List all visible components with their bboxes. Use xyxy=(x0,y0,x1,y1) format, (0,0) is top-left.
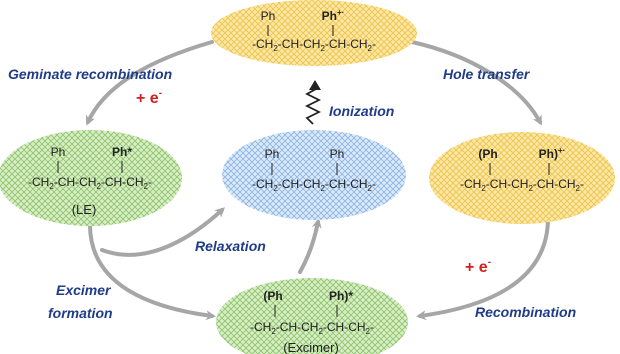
polymer-chain: $-CH_2-CH-CH_2-CH-CH_2-$ xyxy=(252,177,376,193)
ph-right: Ph xyxy=(329,147,345,161)
polymer-chain: $-CH_2-CH-CH_2-CH-CH_2-$ xyxy=(250,320,374,336)
label-recombination: Recombination xyxy=(475,304,577,320)
polymer-chain: $-CH_2-CH-CH_2-CH-CH_2-$ xyxy=(28,175,152,191)
state-tag: (LE) xyxy=(71,202,97,217)
label-ionization: Ionization xyxy=(329,103,395,119)
arrow-geminate-recombination xyxy=(88,42,212,122)
state-tag: (Excimer) xyxy=(283,340,339,354)
polymer-chain: $-CH_2-CH-CH_2-CH-CH_2-$ xyxy=(460,177,584,193)
ph-left: Ph xyxy=(260,9,276,23)
ph-left: Ph xyxy=(264,147,280,161)
arrow-ionization xyxy=(307,80,321,124)
label-geminate-recombination: Geminate recombination xyxy=(8,66,173,82)
label-excimer-formation-1: Excimer xyxy=(56,282,111,298)
ph-left: (Ph xyxy=(263,289,283,303)
ph-right: Ph+· xyxy=(321,8,345,23)
state-hole-transferred xyxy=(429,132,615,224)
state-local-excitation xyxy=(0,130,182,226)
state-ground xyxy=(222,130,406,220)
ph-right: Ph)* xyxy=(329,289,353,303)
arrow-excimer-formation xyxy=(90,225,212,316)
state-ionized xyxy=(211,0,417,66)
state-excimer xyxy=(216,278,408,354)
arrow-relaxation-excimer xyxy=(300,222,318,272)
label-excimer-formation-2: formation xyxy=(48,305,113,321)
electron-gain-left: + e- xyxy=(136,88,163,107)
polymer-chain: $-CH_2-CH-CH_2-CH-CH_2-$ xyxy=(252,37,376,53)
electron-gain-right: + e- xyxy=(465,257,492,276)
arrow-hole-transfer xyxy=(412,42,540,122)
ph-right: Ph)+· xyxy=(538,146,566,161)
ph-left: (Ph xyxy=(478,147,498,161)
ph-left: Ph xyxy=(50,145,66,159)
label-relaxation: Relaxation xyxy=(195,238,266,254)
label-hole-transfer: Hole transfer xyxy=(443,66,530,82)
ph-right: Ph* xyxy=(111,145,133,159)
